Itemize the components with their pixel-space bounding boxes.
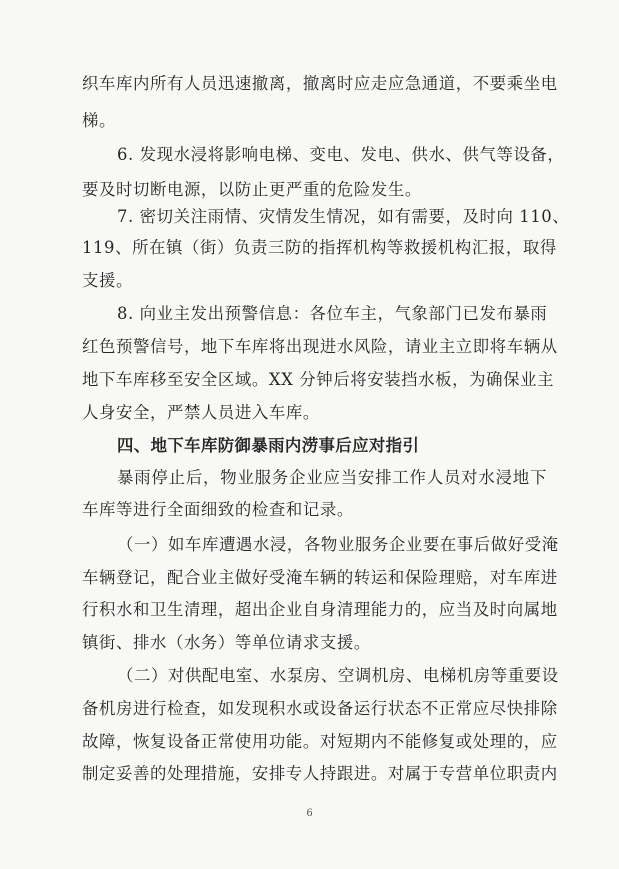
body-line: 织车库内所有人员迅速撤离，撤离时应走应急通道，不要乘坐电 [82, 74, 558, 93]
body-line: 要及时切断电源，以防止更严重的危险发生。 [82, 180, 422, 199]
body-line: 车辆登记，配合业主做好受淹车辆的转运和保险理赔，对车库进 [82, 568, 558, 587]
body-line: 镇街、排水（水务）等单位请求支援。 [82, 633, 371, 652]
body-line: 暴雨停止后，物业服务企业应当安排工作人员对水浸地下 [117, 468, 547, 487]
body-line: （一）如车库遭遇水浸，各物业服务企业要在事后做好受淹 [117, 535, 559, 554]
body-line: 梯。 [82, 111, 116, 130]
body-line: 8. 向业主发出预警信息：各位车主，气象部门已发布暴雨 [117, 304, 548, 323]
body-line: 红色预警信号，地下车库将出现进水风险，请业主立即将车辆从 [82, 337, 558, 356]
body-line: （二）对供配电室、水泵房、空调机房、电梯机房等重要设 [117, 666, 559, 685]
body-line: 地下车库移至安全区域。XX 分钟后将安装挡水板，为确保业主 [82, 370, 555, 389]
body-line: 6. 发现水浸将影响电梯、变电、发电、供水、供气等设备， [117, 145, 565, 164]
body-line: 7. 密切关注雨情、灾情发生情况，如有需要，及时向 110、 [117, 207, 570, 226]
body-line: 备机房进行检查，如发现积水或设备运行状态不正常应尽快排除 [82, 699, 558, 718]
body-line: 人身安全，严禁人员进入车库。 [82, 403, 320, 422]
body-line: 车库等进行全面细致的检查和记录。 [82, 500, 354, 519]
body-line: 支援。 [82, 271, 133, 290]
section-heading: 四、地下车库防御暴雨内涝事后应对指引 [117, 436, 420, 455]
body-line: 制定妥善的处理措施，安排专人持跟进。对属于专营单位职责内 [82, 764, 558, 783]
body-line: 119、所在镇（街）负责三防的指挥机构等救援机构汇报，取得 [82, 238, 557, 257]
page-number: 6 [306, 808, 313, 819]
body-line: 故障，恢复设备正常使用功能。对短期内不能修复或处理的，应 [82, 732, 558, 751]
body-line: 行积水和卫生清理，超出企业自身清理能力的，应当及时向属地 [82, 600, 558, 619]
